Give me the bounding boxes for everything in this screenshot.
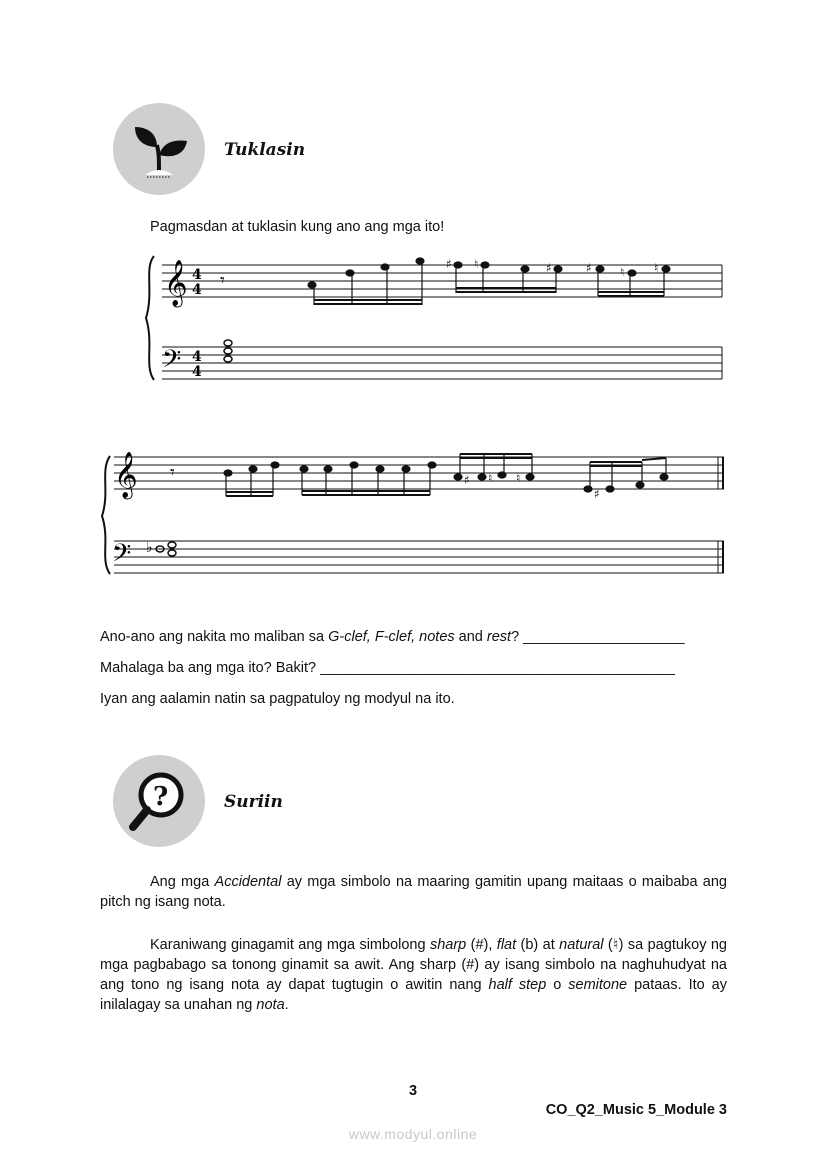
svg-text:♮: ♮ — [488, 471, 493, 485]
time-sig-bottom-1: 4 — [192, 282, 202, 298]
time-sig-top-1: 4 — [192, 267, 202, 283]
svg-text:♯: ♯ — [446, 257, 452, 271]
g-clef: 𝄞 — [164, 260, 188, 306]
question-3: Iyan ang aalamin natin sa pagpatuloy ng modyul na ito. — [100, 691, 455, 707]
p2-b: sharp — [429, 937, 467, 953]
suriin-icon-circle — [113, 755, 205, 847]
p2-c: (#), — [466, 937, 497, 953]
p2-m: . — [284, 997, 289, 1013]
svg-text:♮: ♮ — [474, 257, 479, 271]
eighth-rest-2: 𝄾 — [170, 462, 175, 483]
bass-chord — [224, 340, 232, 362]
p2-g: (♮) sa pagtukoy ng mga pagbabago sa tonong ginamit sa awit. Ang sharp (#) ay isang simbolo na naghuhudyat na ang tono ng isang nota ay dapat tugtugin o awitin nang — [100, 937, 728, 993]
p1-a: Ang mga — [150, 874, 215, 890]
tuklasin-instruction: Pagmasdan at tuklasin kung ano ang mga ito! — [150, 219, 445, 235]
note-group-7 — [584, 458, 668, 501]
suriin-title: Suriin — [224, 792, 283, 812]
system-brace-2 — [102, 456, 110, 574]
module-code: CO_Q2_Music 5_Module 3 — [545, 1102, 727, 1118]
p2-f: natural — [559, 937, 604, 953]
suriin-paragraph-1 — [100, 872, 727, 912]
svg-text:♮: ♮ — [516, 471, 521, 485]
music-score-1 — [140, 248, 730, 388]
music-score-2 — [98, 440, 730, 580]
bass-staff — [162, 347, 722, 379]
bass-staff-2 — [114, 541, 724, 573]
f-clef-2: 𝄢 — [112, 539, 132, 574]
question-2: Mahalaga ba ang mga ito? Bakit? ____________________________________________ — [100, 660, 675, 676]
svg-text:♯: ♯ — [546, 261, 552, 275]
p2-l: nota — [256, 997, 285, 1013]
note-group-4 — [224, 462, 279, 496]
q1-before: Ano-ano ang nakita mo maliban sa — [100, 629, 329, 645]
note-group-3 — [586, 261, 670, 296]
plant-sprout-icon — [113, 103, 205, 195]
p1-c: ay mga simbolo na maaring gamitin upang maitaas o maibaba ang pitch ng isang nota. — [100, 874, 727, 910]
watermark: www.modyul.online — [348, 1126, 478, 1142]
p2-h: half step — [488, 977, 547, 993]
time-sig-bottom-2: 4 — [192, 364, 202, 380]
p2-e: (b) at — [516, 937, 560, 953]
tuklasin-title: Tuklasin — [224, 140, 306, 160]
time-sig-top-2: 4 — [192, 349, 202, 365]
p2-j: semitone — [568, 977, 628, 993]
svg-text:♯: ♯ — [594, 487, 600, 501]
svg-text:♯: ♯ — [586, 261, 592, 275]
p2-k: pataas. Ito ay inilalagay sa unahan ng — [100, 977, 727, 1013]
note-group-6 — [454, 454, 534, 487]
f-clef: 𝄢 — [162, 345, 182, 380]
q1-italic: G-clef, F-clef, notes — [328, 629, 455, 645]
svg-text:♮: ♮ — [654, 261, 659, 275]
svg-text:♯: ♯ — [464, 473, 470, 487]
p2-d: flat — [496, 937, 517, 953]
p1-b: Accidental — [214, 874, 282, 890]
flat-chord: ♭ — [146, 540, 153, 556]
p2-i: o — [546, 977, 569, 993]
note-group-5 — [300, 462, 436, 495]
page-number: 3 — [408, 1083, 418, 1099]
q1-mid: and — [454, 629, 487, 645]
q1-after: ? ____________________ — [511, 629, 685, 645]
suriin-paragraph-2 — [100, 935, 727, 1015]
eighth-rest: 𝄾 — [220, 270, 225, 291]
tuklasin-icon-circle — [113, 103, 205, 195]
svg-text:♮: ♮ — [620, 265, 625, 279]
svg-text:?: ? — [153, 782, 169, 812]
g-clef-2: 𝄞 — [114, 452, 138, 498]
p2-a: Karaniwang ginagamit ang mga simbolong — [150, 937, 430, 953]
q1-italic2: rest — [486, 629, 512, 645]
note-group-2 — [446, 257, 562, 293]
system-brace — [146, 256, 154, 380]
magnifier-question-icon — [113, 755, 205, 847]
question-1 — [100, 627, 684, 647]
